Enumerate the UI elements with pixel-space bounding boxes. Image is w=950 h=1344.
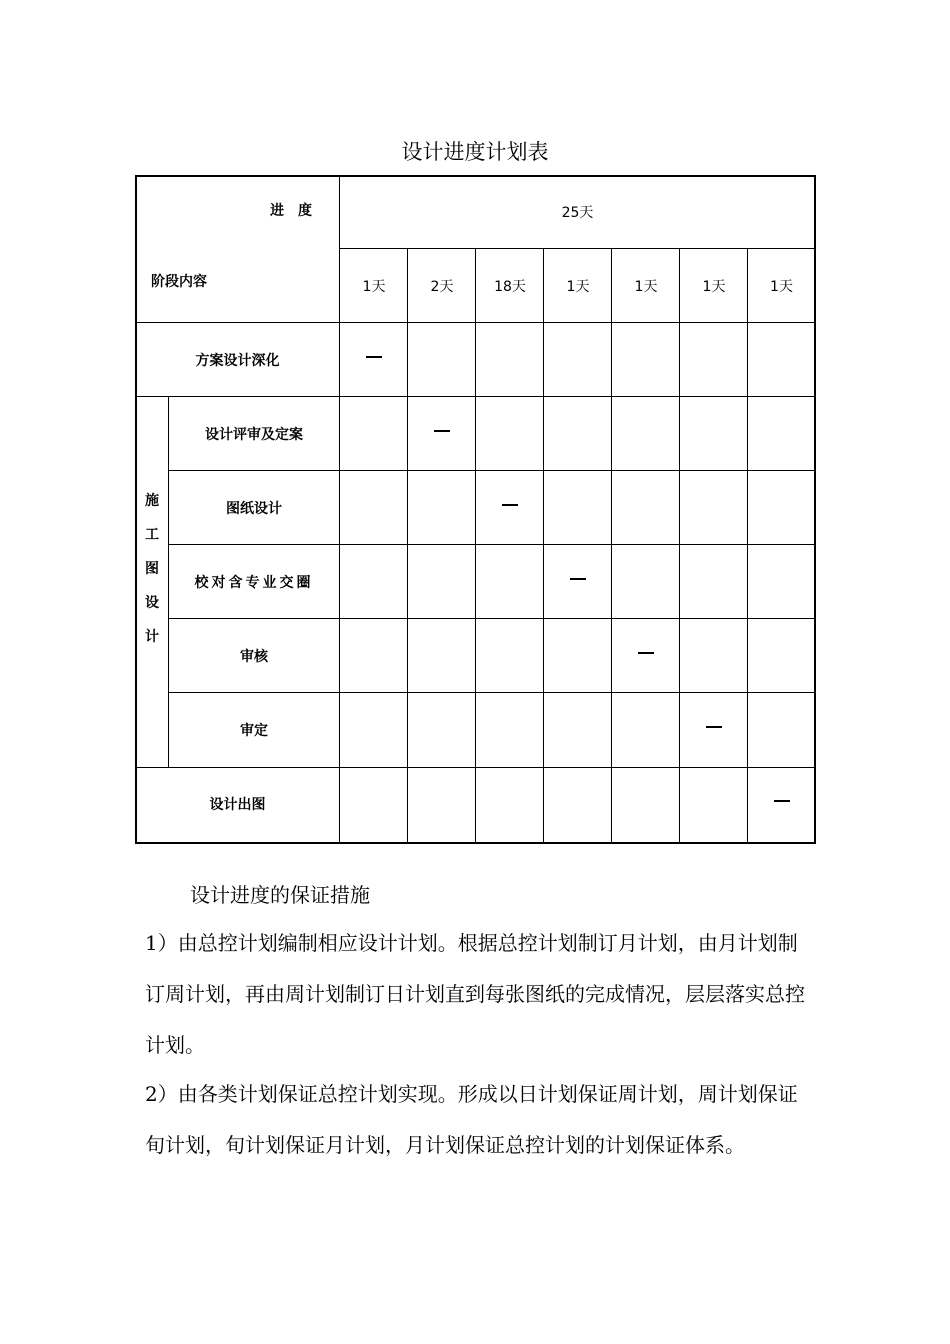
group-char: 计 [145, 629, 159, 645]
total-duration: 25天 [561, 205, 594, 221]
header-stage: 阶段内容 [151, 274, 207, 290]
grid-line [747, 248, 748, 842]
duration-cell: 2天 [430, 278, 454, 295]
schedule-mark [774, 800, 790, 802]
row-label-design-review: 设计评审及定案 [205, 427, 303, 443]
row-label-drawing-design: 图纸设计 [226, 501, 282, 517]
group-char: 施 [145, 493, 159, 509]
header-progress: 进 度 [270, 203, 312, 219]
row-label-review: 审核 [240, 649, 268, 665]
row-label-scheme-deepening: 方案设计深化 [195, 353, 280, 369]
schedule-mark [706, 726, 722, 728]
schedule-mark [502, 504, 518, 506]
schedule-mark [638, 652, 654, 654]
duration-cell: 1天 [702, 278, 726, 295]
grid-line [611, 248, 612, 842]
schedule-mark [366, 356, 382, 358]
grid-line [475, 248, 476, 842]
schedule-mark [570, 578, 586, 580]
duration-cell: 1天 [770, 278, 793, 295]
duration-cell: 1天 [362, 278, 386, 295]
duration-cell: 18天 [494, 278, 526, 295]
duration-cell: 1天 [634, 278, 658, 295]
table-title: 设计进度计划表 [401, 140, 549, 164]
row-label-drawing-issue: 设计出图 [209, 797, 266, 813]
group-char: 工 [145, 527, 159, 543]
grid-line [407, 248, 408, 842]
grid-line [679, 248, 680, 842]
section-heading: 设计进度的保证措施 [190, 883, 370, 907]
duration-cell: 1天 [566, 278, 590, 295]
group-char: 图 [145, 561, 159, 577]
row-label-approval: 审定 [240, 723, 268, 739]
row-label-proofreading: 校对含专业交圈 [194, 575, 314, 591]
grid-line [543, 248, 544, 842]
paragraph-1: 1）由总控计划编制相应设计计划。根据总控计划制订月计划，由月计划制订周计划，再由周计划制订日计划直到每张图纸的完成情况，层层落实总控计划。 [145, 931, 805, 1057]
group-char: 设 [145, 595, 159, 611]
schedule-mark [434, 430, 450, 432]
paragraph-2: 2）由各类计划保证总控计划实现。形成以日计划保证周计划，周计划保证旬计划，旬计划保证月计划，月计划保证总控计划的计划保证体系。 [145, 1082, 798, 1157]
construction-group-label [138, 484, 166, 654]
